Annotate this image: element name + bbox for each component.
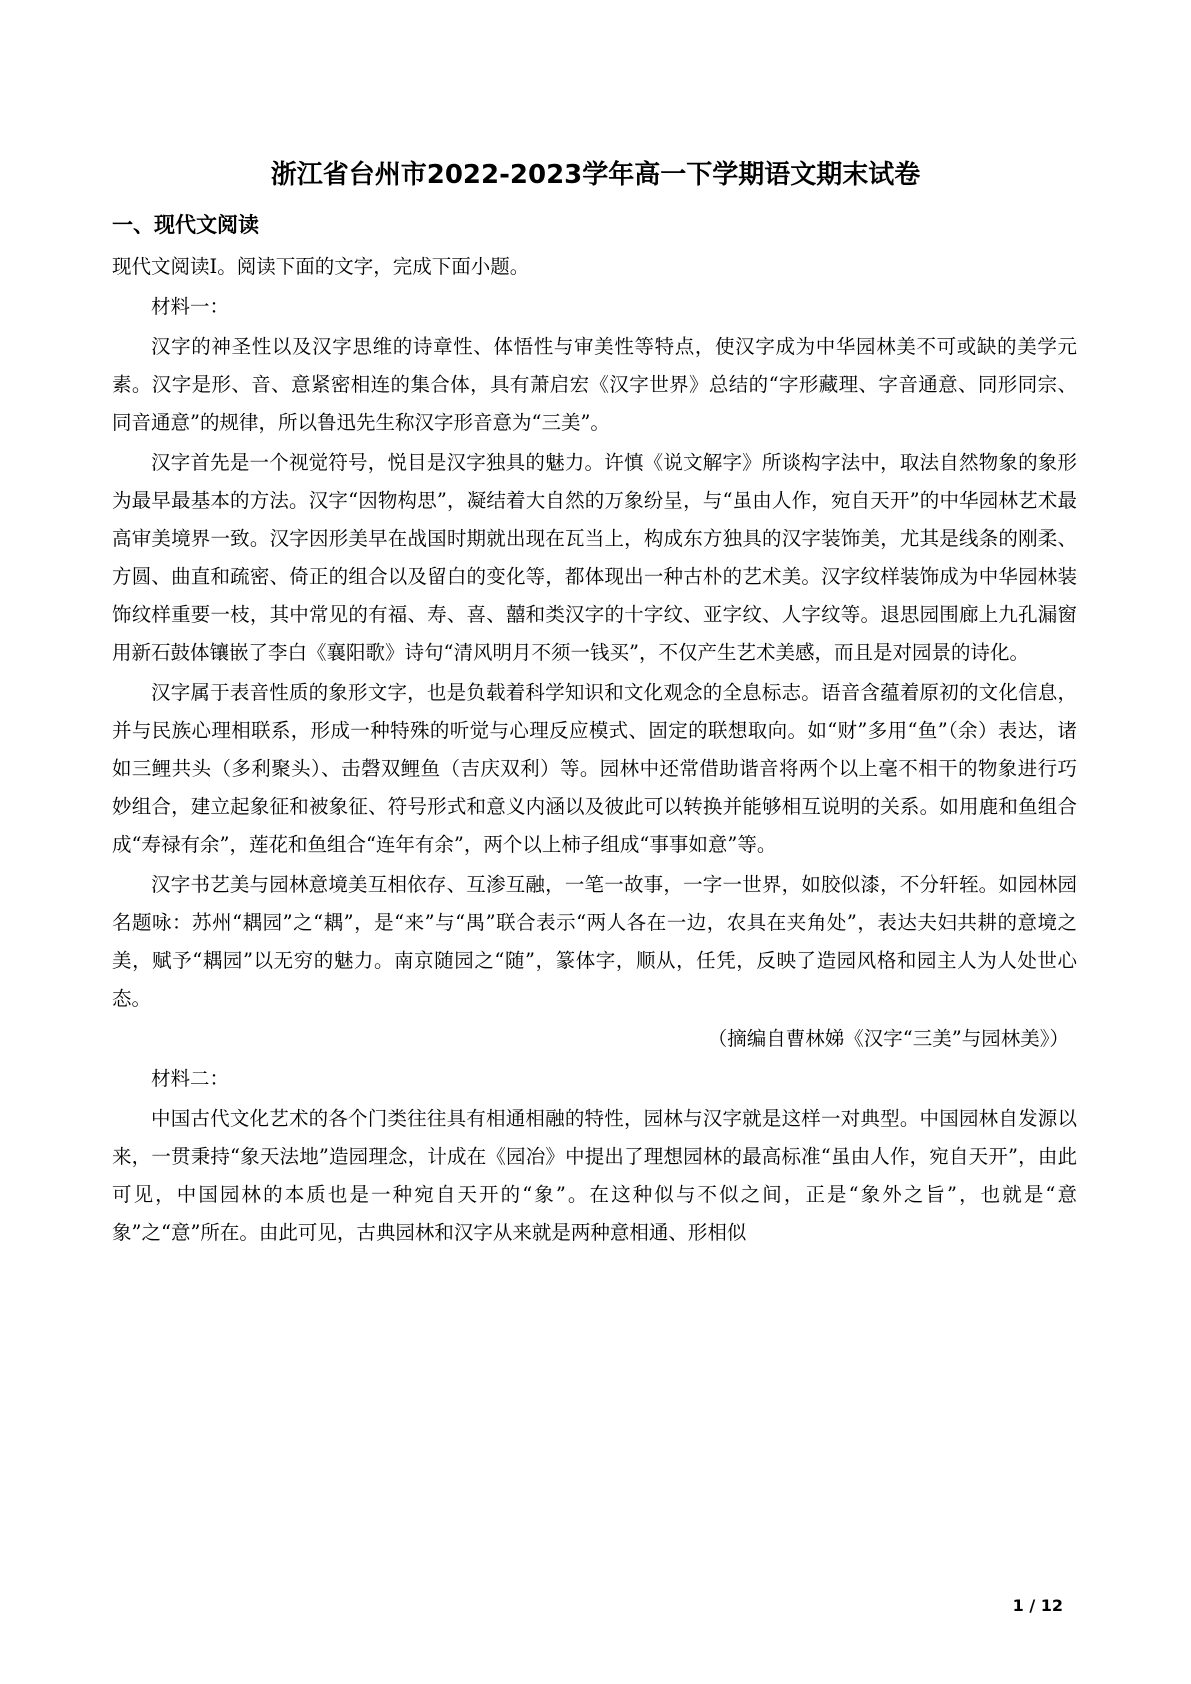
document-title: 浙江省台州市2022-2023学年高一下学期语文期末试卷 xyxy=(270,160,921,190)
source-citation: （摘编自曹林娣《汉字“三美”与园林美》） xyxy=(707,1027,1069,1050)
document-body xyxy=(112,248,1077,1254)
paragraph: 汉字首先是一个视觉符号，悦目是汉字独具的魅力。许慎《说文解字》所谈构字法中，取法自然物象的象形为最早最基本的方法。汉字“因物构思”，凝结着大自然的万象纷呈，与“虽由人作，宛自天开”的中华园林艺术最高审美境界一致。汉字因形美早在战国时期就出现在瓦当上，构成东方独具的汉字装饰美，尤其是线条的刚柔、方圆、曲直和疏密、倚正的组合以及留白的变化等，都体现出一种古朴的艺术美。汉字纹样装饰成为中华园林装饰纹样重要一枝，其中常见的有福、寿、喜、囍和类汉字的十字纹、亚字纹、人字纹等。退思园围廊上九孔漏窗用新石鼓体镶嵌了李白《襄阳歌》诗句“清风明月不须一钱买”，不仅产生艺术美感，而且是对园景的诗化。 xyxy=(112,451,1077,664)
material-label: 材料一： xyxy=(151,295,230,318)
material-label: 材料二： xyxy=(151,1067,230,1090)
paragraph: 汉字属于表音性质的象形文字，也是负载着科学知识和文化观念的全息标志。语音含蕴着原初的文化信息，并与民族心理相联系，形成一种特殊的听觉与心理反应模式、固定的联想取向。如“财”多用“鱼”（余）表达，诸如三鲤共头（多利聚头）、击磬双鲤鱼（吉庆双利）等。园林中还常借助谐音将两个以上毫不相干的物象进行巧妙组合，建立起象征和被象征、符号形式和意义内涵以及彼此可以转换并能够相互说明的关系。如用鹿和鱼组合成“寿禄有余”，莲花和鱼组合“连年有余”，两个以上柿子组成“事事如意”等。 xyxy=(112,681,1077,856)
paragraph: 汉字书艺美与园林意境美互相依存、互渗互融，一笔一故事，一字一世界，如胶似漆，不分轩轾。如园林园名题咏：苏州“耦园”之“耦”，是“来”与“禺”联合表示“两人各在一边，农具在夹角处”，表达夫妇共耕的意境之美，赋予“耦园”以无穷的魅力。南京随园之“随”，篆体字，顺从，任凭，反映了造园风格和园主人为人处世心态。 xyxy=(112,873,1077,1010)
paragraph: 汉字的神圣性以及汉字思维的诗章性、体悟性与审美性等特点，使汉字成为中华园林美不可或缺的美学元素。汉字是形、音、意紧密相连的集合体，具有萧启宏《汉字世界》总结的“字形藏理、字音通意、同形同宗、同音通意”的规律，所以鲁迅先生称汉字形音意为“三美”。 xyxy=(112,335,1077,434)
paragraph: 中国古代文化艺术的各个门类往往具有相通相融的特性，园林与汉字就是这样一对典型。中国园林自发源以来，一贯秉持“象天法地”造园理念，计成在《园冶》中提出了理想园林的最高标准“虽由人作，宛自天开”，由此可见，中国园林的本质也是一种宛自天开的“象”。在这种似与不似之间，正是“象外之旨”，也就是“意象”之“意”所在。由此可见，古典园林和汉字从来就是两种意相通、形相似 xyxy=(112,1107,1077,1244)
page-number: 1 / 12 xyxy=(1012,1596,1063,1615)
section-heading: 一、现代文阅读 xyxy=(112,213,259,237)
question-instruction: 现代文阅读I。阅读下面的文字，完成下面小题。 xyxy=(112,255,530,278)
